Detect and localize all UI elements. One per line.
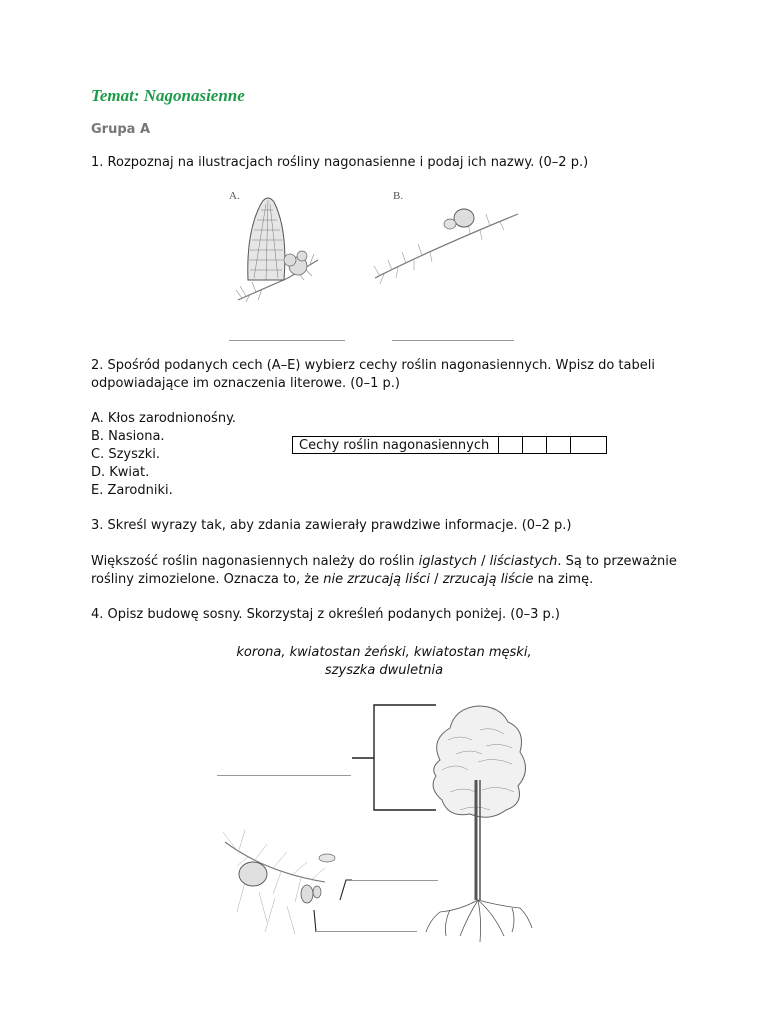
option-e: E. Zarodniki. <box>91 483 173 498</box>
answer-line-b[interactable] <box>392 340 514 341</box>
answer-line-crown[interactable] <box>217 775 351 776</box>
option-iglastych[interactable]: iglastych <box>418 554 477 569</box>
group-label: Grupa A <box>91 122 151 137</box>
answer-cell-3[interactable] <box>547 437 571 454</box>
sentence-1-start: Większość roślin nagonasiennych należy do roślin <box>91 554 419 569</box>
option-list <box>91 410 236 500</box>
option-a: A. Kłos zarodnionośny. <box>91 411 237 426</box>
question-2-line-2: odpowiadające im oznaczenia literowe. (0–1 p.) <box>91 376 400 391</box>
question-3: 3. Skreśl wyrazy tak, aby zdania zawierały prawdziwe informacje. (0–2 p.) <box>91 518 572 533</box>
answer-cell-2[interactable] <box>523 437 547 454</box>
terms-line-1: korona, kwiatostan żeński, kwiatostan męski, <box>236 645 532 660</box>
option-nie-zrzucaja[interactable]: nie zrzucają liści <box>323 572 431 587</box>
answer-line-flower[interactable] <box>316 931 417 932</box>
question-4: 4. Opisz budowę sosny. Skorzystaj z określeń podanych poniżej. (0–3 p.) <box>91 607 560 622</box>
option-d: D. Kwiat. <box>91 465 150 480</box>
option-c: C. Szyszki. <box>91 447 160 462</box>
option-b: B. Nasiona. <box>91 429 165 444</box>
question-1: 1. Rozpoznaj na ilustracjach rośliny nagonasienne i podaj ich nazwy. (0–2 p.) <box>91 155 589 170</box>
pine-tree-illustration <box>420 700 535 945</box>
answer-cell-4[interactable] <box>571 437 607 454</box>
sentence-1-end: . Są to przeważnie <box>557 554 677 569</box>
answer-line-a[interactable] <box>229 340 345 341</box>
option-lisciastych[interactable]: liściastych <box>489 554 558 569</box>
answer-line-cone[interactable] <box>352 880 438 881</box>
sentence-2 <box>91 571 593 589</box>
answer-cell-1[interactable] <box>499 437 523 454</box>
sentence-2-end: na zimę. <box>533 572 594 587</box>
figure-label-a: A. <box>229 190 240 202</box>
sentence-2-start: rośliny zimozielone. Oznacza to, że <box>91 572 324 587</box>
separator: / <box>430 572 443 587</box>
fir-cone-illustration <box>228 190 328 305</box>
branch-pointer-lines <box>300 876 420 936</box>
larch-branch-illustration <box>370 200 520 290</box>
features-table <box>292 436 607 454</box>
option-zrzucaja[interactable]: zrzucają liście <box>442 572 534 587</box>
separator: / <box>476 554 490 569</box>
question-2-line-1: 2. Spośród podanych cech (A–E) wybierz cechy roślin nagonasiennych. Wpisz do tabeli <box>91 358 655 373</box>
sentence-1 <box>91 553 677 571</box>
page-title: Temat: Nagonasienne <box>91 86 245 105</box>
figure-label-b: B. <box>393 190 404 202</box>
features-table-header: Cechy roślin nagonasiennych <box>293 437 499 454</box>
terms-line-2: szyszka dwuletnia <box>324 663 444 678</box>
